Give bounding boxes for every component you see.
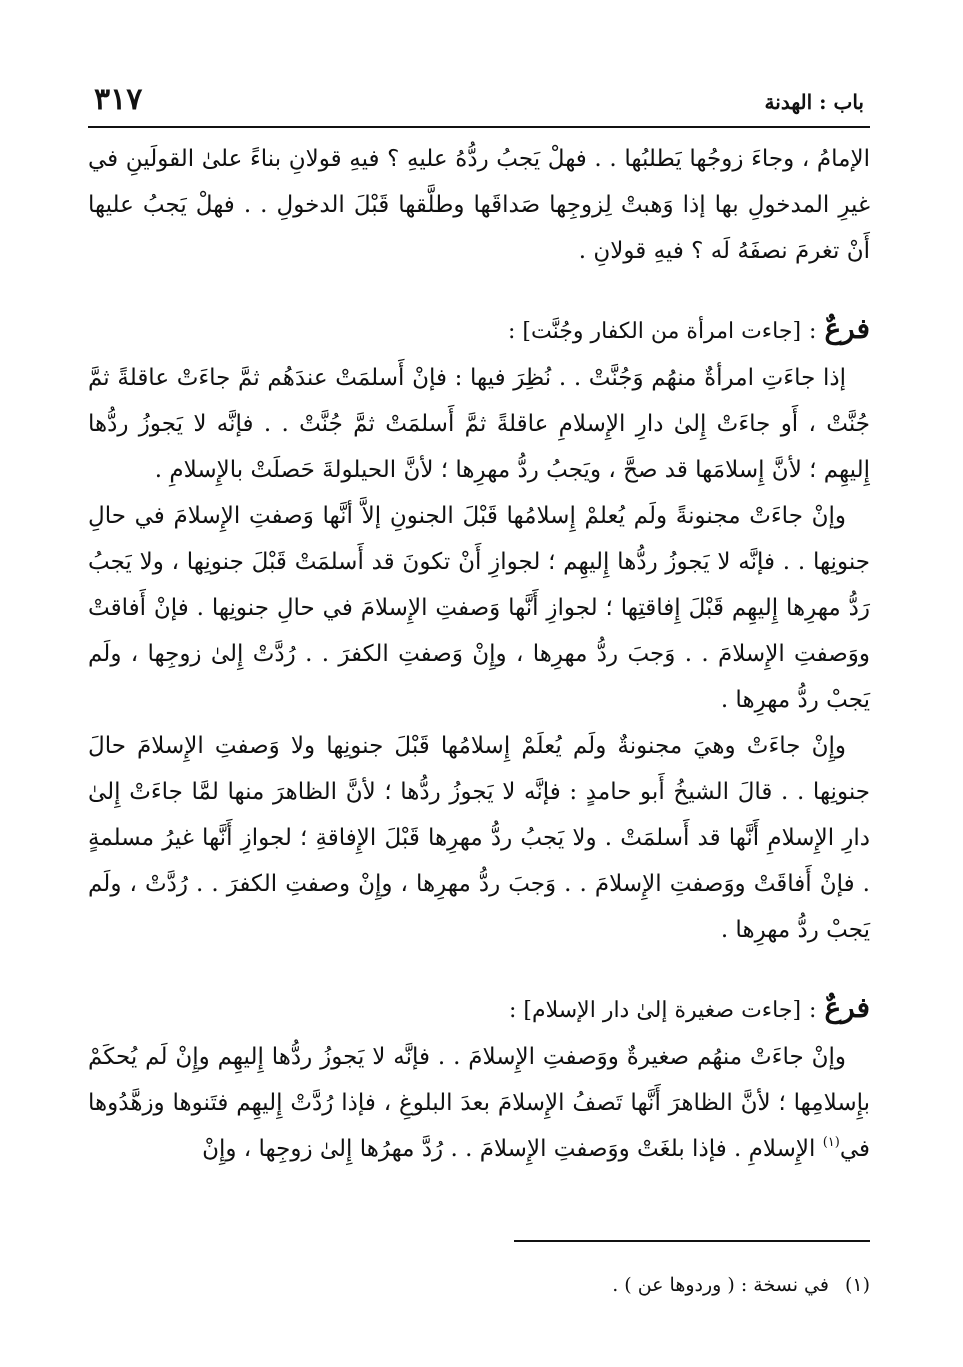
section-heading-2 [88,985,870,1034]
footnote-number: (١) [844,1274,870,1296]
book-page [88,78,870,1328]
section-heading-1 [88,306,870,355]
footnote [88,1270,870,1300]
paragraph: إذا جاءَتِ امرأةٌ منهُم وَجُنَّتْ . . نُظِرَ فيها : فإنْ أَسلمَتْ عندَهُم ثمَّ جاءَتْ عاقلةً ثمَّ جُنَّتْ ، أَو جاءَتْ إِلىٰ دارِ الإِسلامِ عاقلةً ثمَّ أَسلمَتْ ثمَّ جُنَّتْ . . فإنَّه لا يَجوزُ ردُّها إِليهِم ؛ لأنَّ إِسلامَها قد صحَّ ، ويَجبُ ردُّ مهرِها ؛ لأنَّ الحيلولةَ حَصلَتْ بالإِسلامِ . [88,365,870,483]
section-separator: : [809,319,817,344]
paragraph: وإِنْ جاءَتْ وهيَ مجنونةٌ ولَم يُعلَمْ إِسلامُها قَبْلَ جنونِها ولا وَصفتِ الإِسلامَ حالَ جنونِها . . قالَ الشيخُ أَبو حامدٍ : فإنَّه لا يَجوزُ ردُّها ؛ لأنَّ الظاهرَ منها لمَّا جاءَتْ إِلىٰ دارِ الإِسلامِ أَنَّها قد أَسلمَتْ . ولا يَجبُ ردُّ مهرِها قَبْلَ الإِفاقةِ ؛ لجوازِ أَنَّها غيرُ مسلمةٍ . فإنْ أَفاقَتْ ووَصفتِ الإِسلامَ . . وَجبَ ردُّ مهرِها ، وإِنْ وصفتِ الكفرَ . . رُدَّتْ ، ولَم يَجبْ ردُّ مهرِها . [88,733,870,943]
section-separator: : [809,998,817,1023]
section-label: فرعٌ [824,991,870,1024]
running-title: باب : الهدنة [764,90,864,114]
page-body [88,136,870,1172]
section-title: [جاءت امرأة من الكفار وجُنَّت] : [508,319,802,344]
page-header [88,78,870,128]
footnote-divider [514,1240,870,1242]
section-title: [جاءت صغيرة إلىٰ دار الإسلام] : [509,998,802,1023]
paragraph-text: وإنْ جاءَتْ منهُم صغيرةٌ ووَصفتِ الإِسلامَ . . فإنَّه لا يَجوزُ ردُّها إِليهِم وإِنْ لَم يُحكَمْ بإِسلامِها ؛ لأنَّ الظاهرَ أَنَّها تَصفُ الإِسلامَ بعدَ البلوغِ ، فإذا رُدَّتْ إِليهِم فتَنوها وزهَّدُوها في [88,1044,870,1162]
footnote-text: في نسخة : ( وردوها عن ) . [612,1274,829,1296]
section-label: فرعٌ [824,312,870,345]
intro-paragraph: الإمامُ ، وجاءَ زوجُها يَطلبُها . . فهلْ يَجبُ ردُّهُ عليهِ ؟ فيهِ قولانِ بناءً علىٰ القولَينِ في غيرِ المدخولِ بها إذا وَهبتْ لِزوجِها صَداقَها وطلَّقها قَبْلَ الدخولِ . . فهلْ يَجبُ عليها أَنْ تغرمَ نصفَهُ لَه ؟ فيهِ قولانِ . [88,146,870,264]
paragraph: وإنْ جاءَتْ مجنونةً ولَم يُعلمْ إِسلامُها قَبْلَ الجنونِ إلاَّ أنَّها وَصفتِ الإِسلامَ في حالِ جنونِها . . فإنَّه لا يَجوزُ ردُّها إِليهِم ؛ لجوازِ أَنْ تكونَ قد أَسلمَتْ قَبْلَ جنونِها ، ولا يَجبُ رَدُّ مهرِها إِليهِم قَبْلَ إِفاقتِها ؛ لجوازِ أَنَّها وَصفتِ الإِسلامَ في حالِ جنونِها . فإنْ أَفاقتْ ووَصفتِ الإِسلامَ . . وَجبَ ردُّ مهرِها ، وإِنْ وَصفتِ الكفرَ . . رُدَّتْ إِلىٰ زوجِها ، ولَم يَجبْ ردُّ مهرِها . [88,503,870,713]
page-number: ٣١٧ [94,82,143,117]
paragraph [88,1034,870,1172]
footnote-reference[interactable]: (١) [822,1135,840,1150]
paragraph-text: الإِسلامِ . فإذا بلغَتْ ووَصفتِ الإِسلامَ . . رُدَّ مهرُها إِلىٰ زوجِها ، وإِنْ [202,1136,823,1162]
